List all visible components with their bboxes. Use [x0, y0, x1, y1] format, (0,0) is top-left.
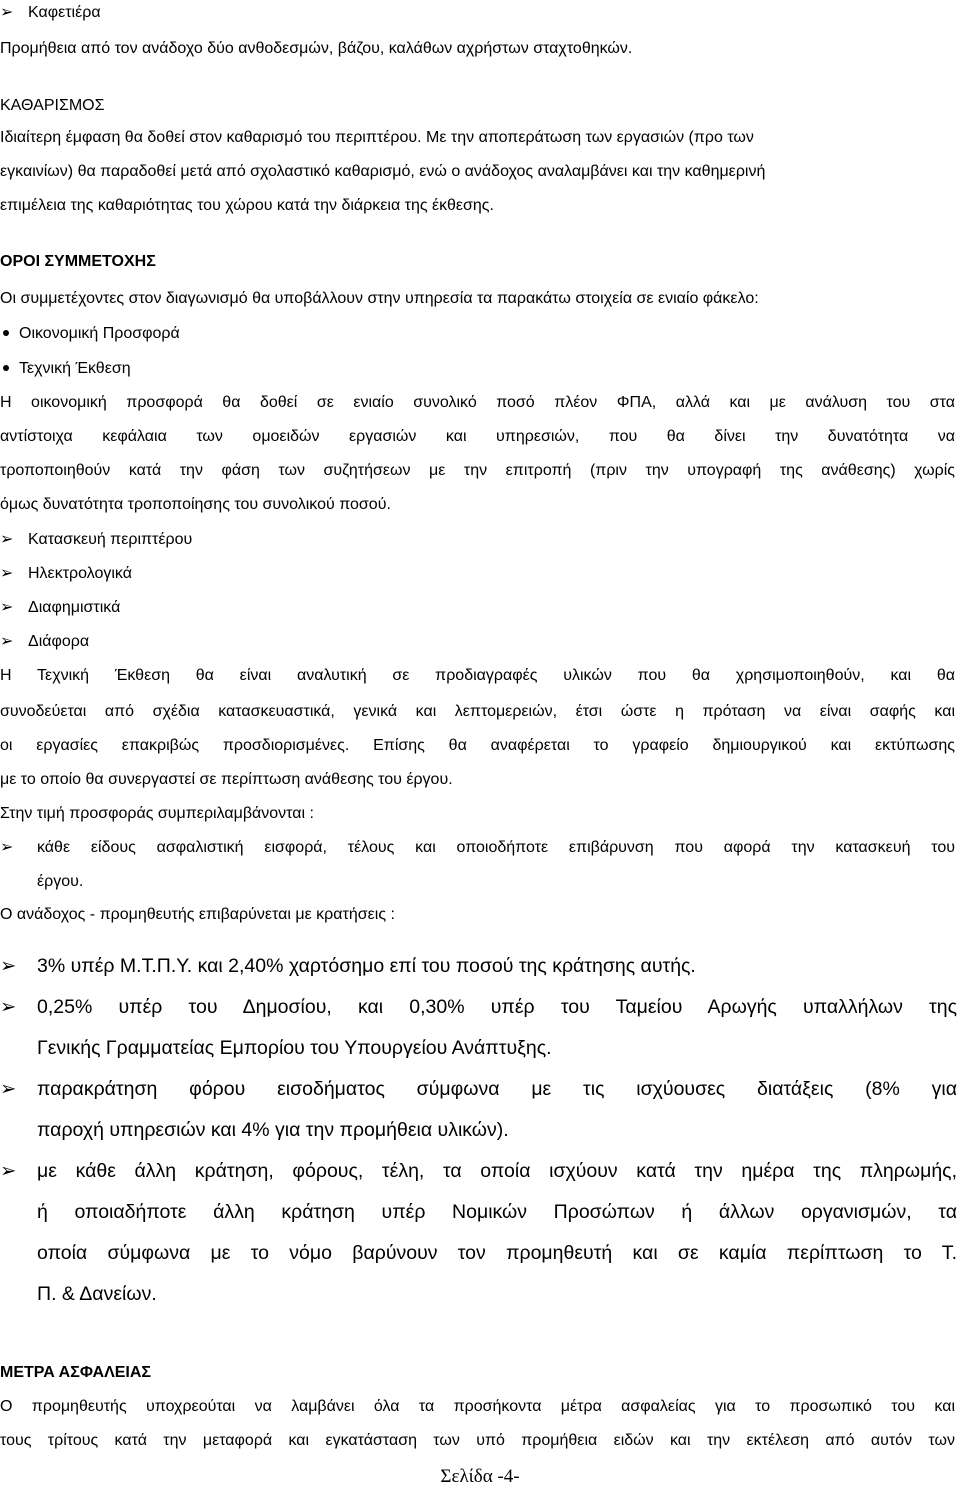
technical-line: συνοδεύεται από σχέδια κατασκευαστικά, γενικά και λεπτομερειών, έτσι ώστε η πρόταση να είναι σαφής και — [0, 703, 955, 720]
deduction-line: 0,25% υπέρ του Δημοσίου, και 0,30% υπέρ του Ταμείου Αρωγής υπαλλήλων της — [37, 996, 957, 1018]
safety-heading: ΜΕΤΡΑ ΑΣΦΑΛΕΙΑΣ — [0, 1364, 152, 1381]
deduction-line: οποία σύμφωνα με το νόμο βαρύνουν τον προμηθευτή και σε καμία περίπτωση το Τ. — [37, 1242, 957, 1264]
arrow-bullet-icon: ➢ — [0, 599, 14, 616]
financial-line: Η οικονομική προσφορά θα δοθεί σε ενιαίο συνολικό ποσό πλέον ΦΠΑ, αλλά και με ανάλυση του στα — [0, 394, 955, 411]
bullet-dot-icon — [3, 365, 9, 371]
arrow-bullet-icon: ➢ — [0, 996, 17, 1018]
cleaning-line: Ιδιαίτερη έμφαση θα δοθεί στον καθαρισμό του περιπτέρου. Με την αποπεράτωση των εργασιών (προ των — [0, 129, 754, 146]
arrow-bullet-icon: ➢ — [0, 531, 14, 548]
includes-item: έργου. — [37, 873, 84, 890]
bullet-dot-icon — [3, 330, 9, 336]
technical-line: με το οποίο θα συνεργαστεί σε περίπτωση ανάθεσης του έργου. — [0, 771, 453, 788]
arrow-bullet-icon: ➢ — [0, 4, 14, 21]
deduction-line: με κάθε άλλη κράτηση, φόρους, τέλη, τα οποία ισχύουν κατά την ημέρα της πληρωμής, — [37, 1160, 957, 1182]
arrow-bullet-icon: ➢ — [0, 955, 17, 977]
deduction-line: Π. & Δανείων. — [37, 1283, 157, 1305]
cleaning-heading: ΚΑΘΑΡΙΣΜΟΣ — [0, 97, 105, 114]
deduction-line: 3% υπέρ Μ.Τ.Π.Υ. και 2,40% χαρτόσημο επί του ποσού της κράτησης αυτής. — [37, 955, 696, 977]
financial-line: όμως δυνατότητα τροποποίησης του συνολικού ποσού. — [0, 496, 391, 513]
page-number: Σελίδα -4- — [440, 1466, 520, 1487]
deduction-line: παροχή υπηρεσιών και 4% για την προμήθεια υλικών). — [37, 1119, 509, 1141]
deduction-line: ή οποιαδήποτε άλλη κράτηση υπέρ Νομικών Προσώπων ή άλλων οργανισμών, τα — [37, 1201, 957, 1223]
chapter-item: Κατασκευή περιπτέρου — [28, 531, 193, 548]
cleaning-line: επιμέλεια της καθαριότητας του χώρου κατά την διάρκεια της έκθεσης. — [0, 197, 494, 214]
chapter-item: Διάφορα — [28, 633, 90, 650]
bullet-item: Οικονομική Προσφορά — [19, 325, 180, 342]
financial-line: τροποποιηθούν κατά την φάση των συζητήσεων με την επιτροπή (πριν την υπογραφή της ανάθεσης) χωρίς — [0, 462, 955, 479]
participation-intro: Οι συμμετέχοντες στον διαγωνισμό θα υποβάλλουν στην υπηρεσία τα παρακάτω στοιχεία σε ενιαίο φάκελο: — [0, 290, 759, 307]
top-item-title: Καφετιέρα — [28, 4, 101, 21]
participation-heading: ΟΡΟΙ ΣΥΜΜΕΤΟΧΗΣ — [0, 253, 156, 270]
chapter-item: Ηλεκτρολογικά — [28, 565, 132, 582]
deductions-intro: Ο ανάδοχος - προμηθευτής επιβαρύνεται με κρατήσεις : — [0, 906, 395, 923]
cleaning-line: εγκαινίων) θα παραδοθεί μετά από σχολαστικό καθαρισμό, ενώ ο ανάδοχος αναλαμβάνει και την καθημερινή — [0, 163, 766, 180]
safety-line: Ο προμηθευτής υποχρεούται να λαμβάνει όλα τα προσήκοντα μέτρα ασφαλείας για το προσωπικό του και — [0, 1398, 955, 1415]
arrow-bullet-icon: ➢ — [0, 1078, 17, 1100]
bullet-item: Τεχνική Έκθεση — [19, 360, 131, 377]
includes-item: κάθε είδους ασφαλιστική εισφορά, τέλους και οποιοδήποτε επιβάρυνση που αφορά την κατασκευή του — [37, 839, 955, 856]
technical-line: οι εργασίες επακριβώς προσδιορισμένες. Επίσης θα αναφέρεται το γραφείο δημιουργικού και εκτύπωσης — [0, 737, 955, 754]
top-item-text: Προμήθεια από τον ανάδοχο δύο ανθοδεσμών, βάζου, καλάθων αχρήστων σταχτοθηκών. — [0, 40, 633, 57]
arrow-bullet-icon: ➢ — [0, 839, 14, 856]
chapter-item: Διαφημιστικά — [28, 599, 121, 616]
price-includes: Στην τιμή προσφοράς συμπεριλαμβάνονται : — [0, 805, 314, 822]
technical-line: Η Τεχνική Έκθεση θα είναι αναλυτική σε προδιαγραφές υλικών που θα χρησιμοποιηθούν, και θα — [0, 667, 955, 684]
arrow-bullet-icon: ➢ — [0, 1160, 17, 1182]
arrow-bullet-icon: ➢ — [0, 565, 14, 582]
arrow-bullet-icon: ➢ — [0, 633, 14, 650]
safety-line: τους τρίτους κατά την μεταφορά και εγκατάσταση των υπό προμήθεια ειδών και την εκτέλεση από αυτόν των — [0, 1432, 955, 1449]
deduction-line: Γενικής Γραμματείας Εμπορίου του Υπουργείου Ανάπτυξης. — [37, 1037, 552, 1059]
financial-line: αντίστοιχα κεφάλαια των ομοειδών εργασιών και υπηρεσιών, που θα δίνει την δυνατότητα να — [0, 428, 955, 445]
deduction-line: παρακράτηση φόρου εισοδήματος σύμφωνα με τις ισχύουσες διατάξεις (8% για — [37, 1078, 957, 1100]
